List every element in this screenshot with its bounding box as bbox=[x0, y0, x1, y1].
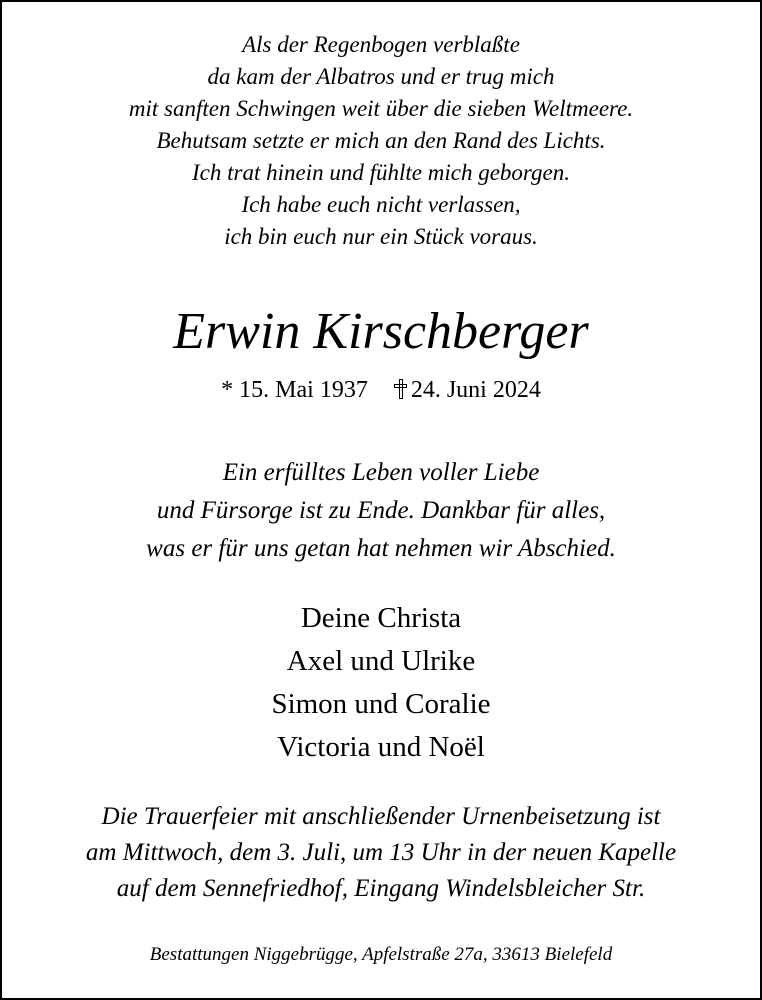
service-line: Die Trauerfeier mit anschließender Urnenbeisetzung ist bbox=[101, 803, 661, 830]
tribute-line: was er für uns getan hat nehmen wir Abschied. bbox=[146, 535, 616, 562]
mourner: Victoria und Noël bbox=[277, 731, 485, 763]
poem-line: Behutsam setzte er mich an den Rand des Lichts. bbox=[156, 128, 606, 153]
poem-line: mit sanften Schwingen weit über die sieben Weltmeere. bbox=[128, 96, 634, 121]
service-line: auf dem Sennefriedhof, Eingang Windelsbleicher Str. bbox=[116, 875, 646, 902]
undertaker-footer: Bestattungen Niggebrügge, Apfelstraße 27a, 33613 Bielefeld bbox=[149, 944, 613, 965]
tribute-line: und Fürsorge ist zu Ende. Dankbar für alles, bbox=[156, 497, 606, 524]
mourner: Simon und Coralie bbox=[271, 688, 491, 720]
cross-icon bbox=[394, 379, 407, 399]
birth-date: * 15. Mai 1937 bbox=[221, 377, 368, 403]
death-date-group bbox=[394, 378, 541, 402]
poem-line: Ich habe euch nicht verlassen, bbox=[241, 192, 521, 217]
poem-line: Als der Regenbogen verblaßte bbox=[242, 32, 520, 57]
mourner: Axel und Ulrike bbox=[286, 645, 476, 677]
poem-line: da kam der Albatros und er trug mich bbox=[207, 64, 555, 89]
poem-line: Ich trat hinein und fühlte mich geborgen. bbox=[192, 160, 570, 185]
tribute-line: Ein erfülltes Leben voller Liebe bbox=[222, 459, 540, 486]
life-dates bbox=[0, 378, 762, 402]
poem-line: ich bin euch nur ein Stück voraus. bbox=[224, 224, 538, 249]
mourner: Deine Christa bbox=[300, 602, 462, 634]
death-date: 24. Juni 2024 bbox=[410, 377, 541, 403]
service-line: am Mittwoch, dem 3. Juli, um 13 Uhr in der neuen Kapelle bbox=[85, 839, 677, 866]
deceased-name: Erwin Kirschberger bbox=[173, 303, 589, 360]
